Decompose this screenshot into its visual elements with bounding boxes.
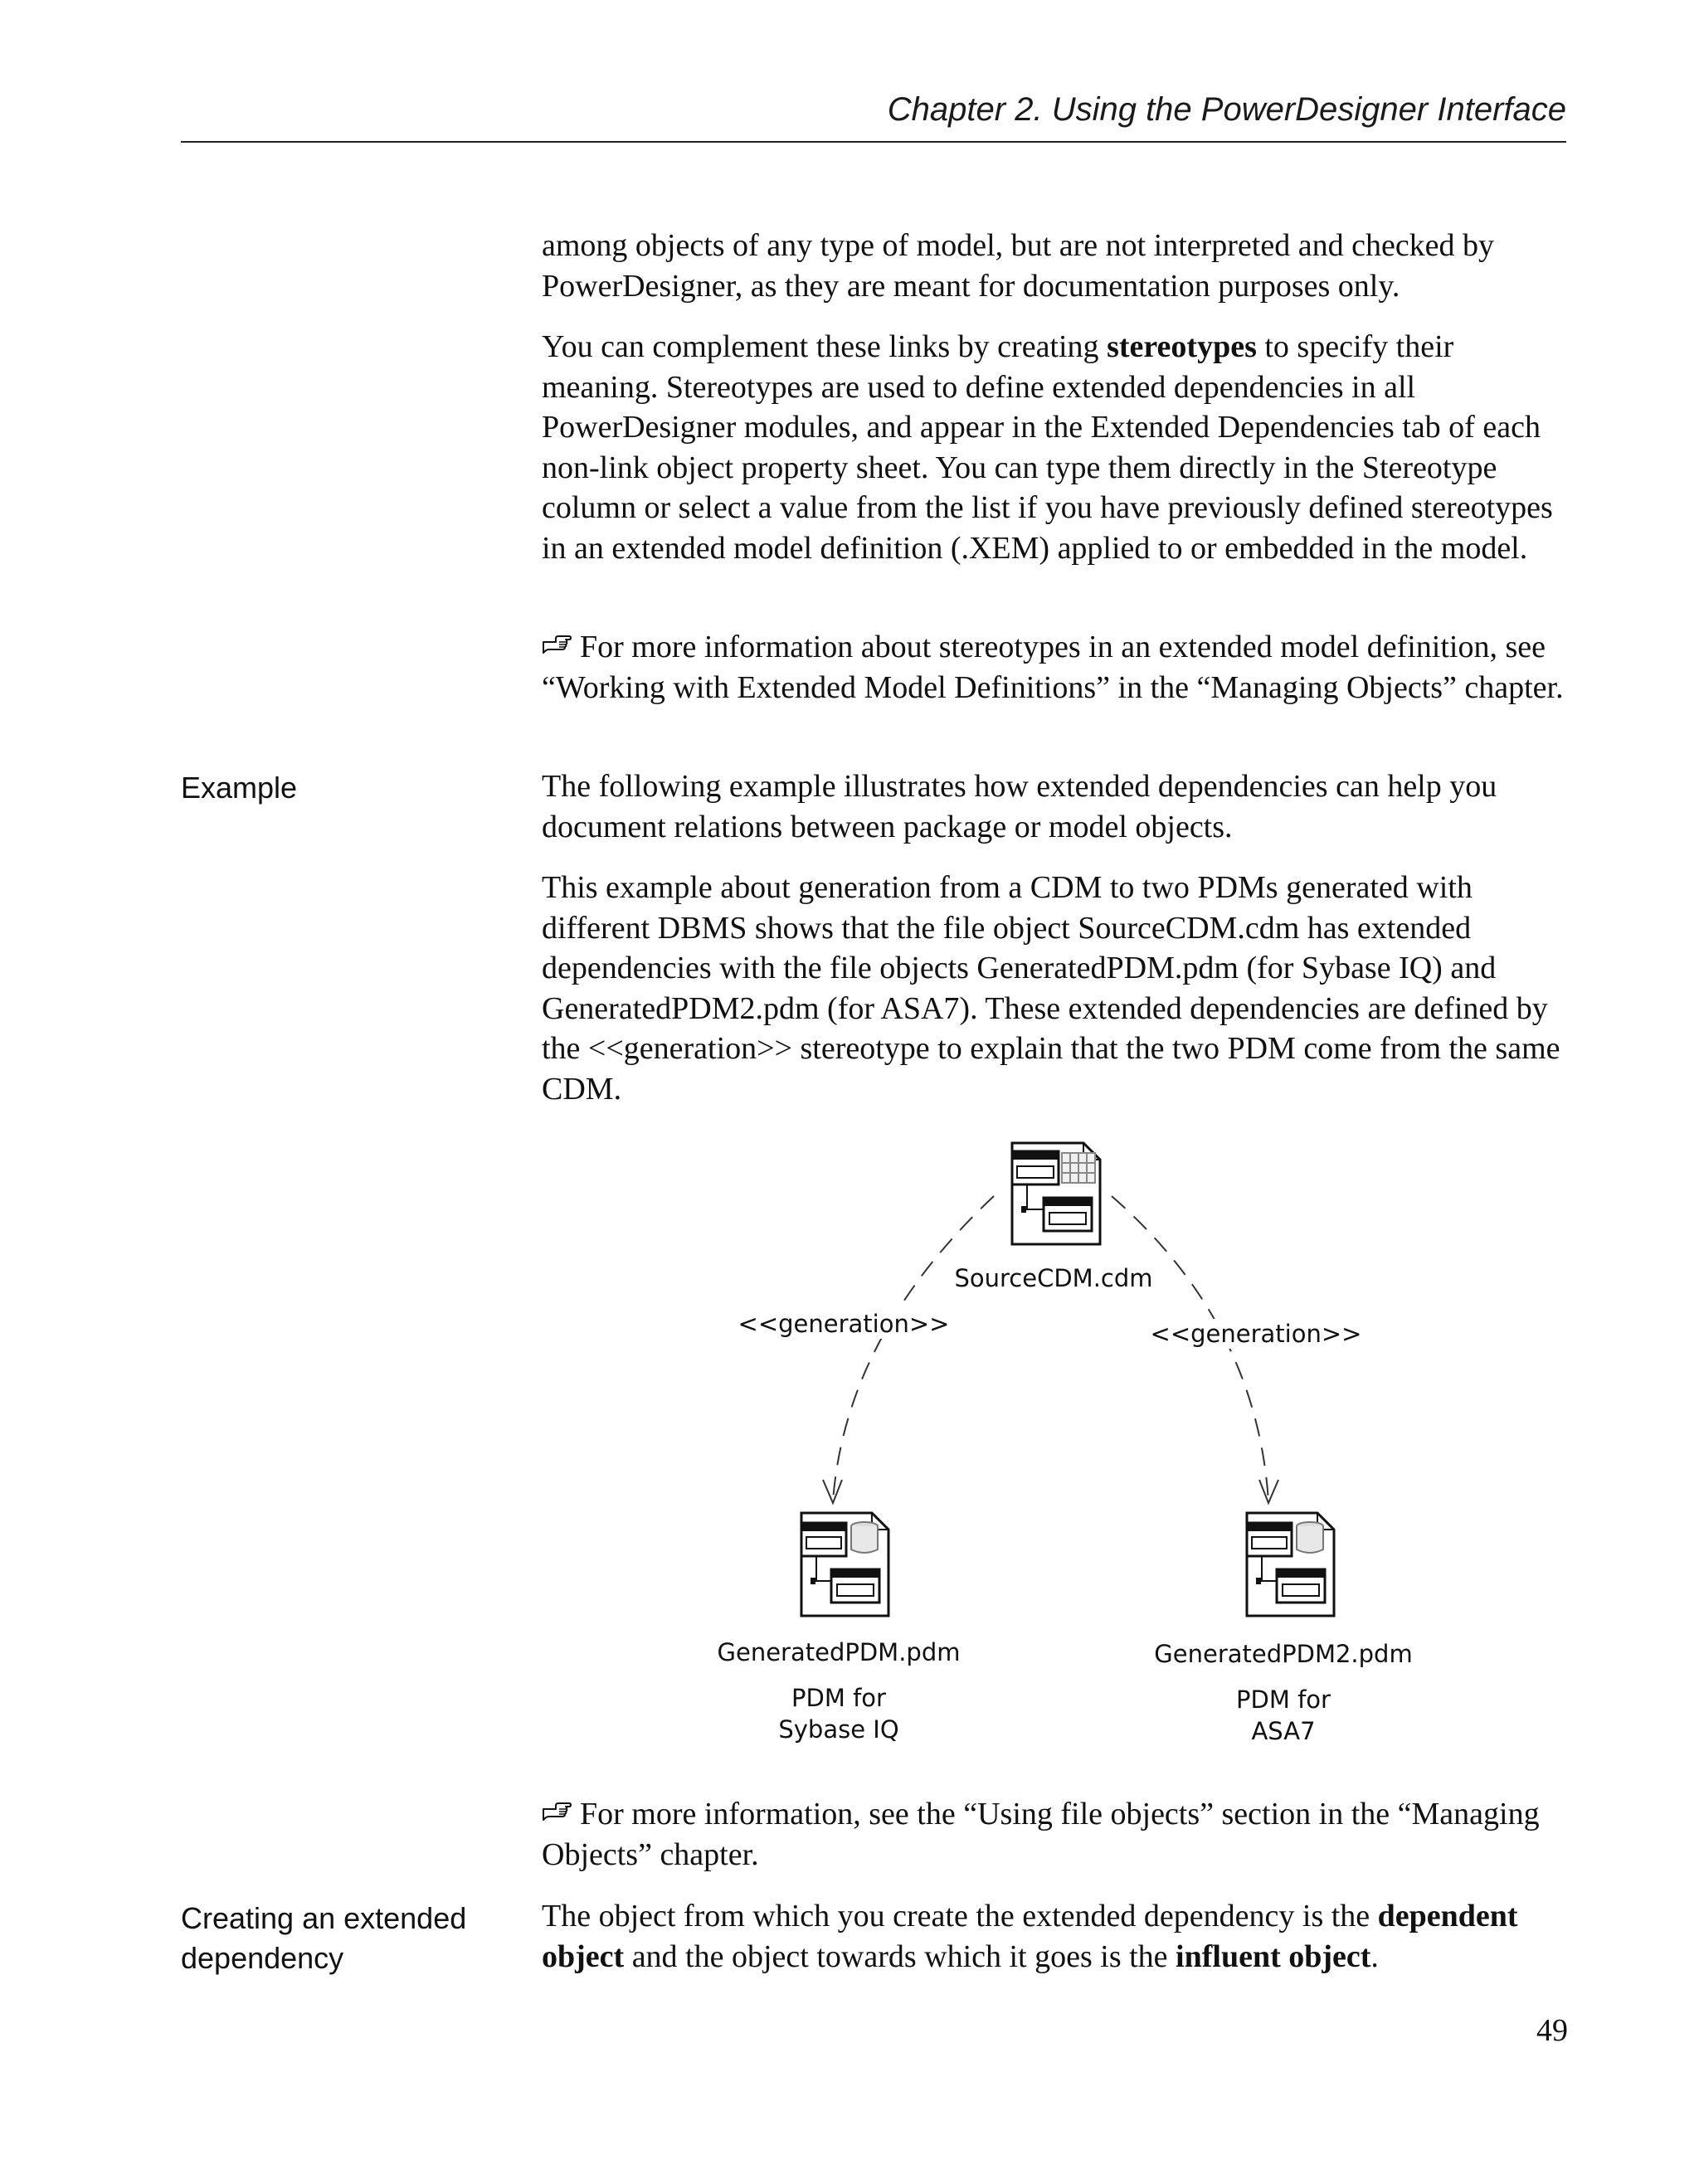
right-target-note-line2: ASA7 [1251,1717,1316,1745]
left-stereotype-label: <<generation>> [738,1310,950,1338]
pointing-hand-icon [542,634,572,659]
cdm-file-icon [1012,1143,1100,1244]
paragraph-crossref-xem: For more information about stereotypes in an extended model definition, see “Working with Extended Model Definitions” in the “Managing Objects” chapter. [542,630,1564,705]
term-stereotypes: stereotypes [1107,329,1257,364]
dependency-link-right [1112,1196,1278,1503]
paragraph-creating: The object from which you create the extended dependency is the dependent object and the object towards which it goes is the influent object. [542,1899,1518,1974]
right-target-file-label: GeneratedPDM2.pdm [1154,1640,1413,1668]
pdm-file-icon-left [801,1513,888,1616]
dependency-link-left [823,1196,994,1503]
page-number: 49 [1536,2013,1568,2048]
running-header [181,90,1566,143]
extended-dependency-diagram [542,1128,1568,1775]
pointing-hand-icon [542,1801,572,1826]
left-target-file-label: GeneratedPDM.pdm [717,1638,961,1666]
right-target-note-line1: PDM for [1236,1685,1331,1714]
left-target-note-line2: Sybase IQ [778,1715,899,1744]
side-label-creating: Creating an extended dependency [181,1901,467,1975]
paragraph-crossref-file-objects: For more information, see the “Using file objects” section in the “Managing Objects” chapter. [542,1797,1540,1872]
term-dependent-object: dependent object [542,1899,1518,1974]
paragraph-example-detail: This example about generation from a CDM to two PDMs generated with different DBMS shows that the file object SourceCDM.cdm has extended dependencies with the file objects GeneratedPDM.pdm (for Sybase IQ) and GeneratedPDM2.pdm (for ASA7). These extended dependencies are defined by the <<generation>> stereotype to explain that the two PDM come from the same CDM. [542,870,1560,1107]
source-file-label: SourceCDM.cdm [954,1264,1153,1292]
right-stereotype-label: <<generation>> [1150,1320,1362,1348]
side-label-example: Example [181,771,298,805]
pdm-file-icon-right [1247,1513,1334,1616]
paragraph-stereotypes: You can complement these links by creating stereotypes to specify their meaning. Stereotypes are used to define extended dependencies in all PowerDesigner modules, and appear in the Extended Dependencies tab of each non-link object property sheet. You can type them directly in the Stereotype column or select a value from the list if you have previously defined stereotypes in an extended model definition (.XEM) applied to or embedded in the model. [542,329,1553,566]
term-influent-object: influent object [1176,1938,1371,1974]
left-target-note-line1: PDM for [791,1684,886,1712]
paragraph-intro: among objects of any type of model, but are not interpreted and checked by PowerDesigner, as they are meant for documentation purposes only. [542,228,1495,304]
paragraph-example-intro: The following example illustrates how extended dependencies can help you document relations between package or model objects. [542,769,1497,844]
chapter-title: Chapter 2. Using the PowerDesigner Interface [887,91,1566,128]
